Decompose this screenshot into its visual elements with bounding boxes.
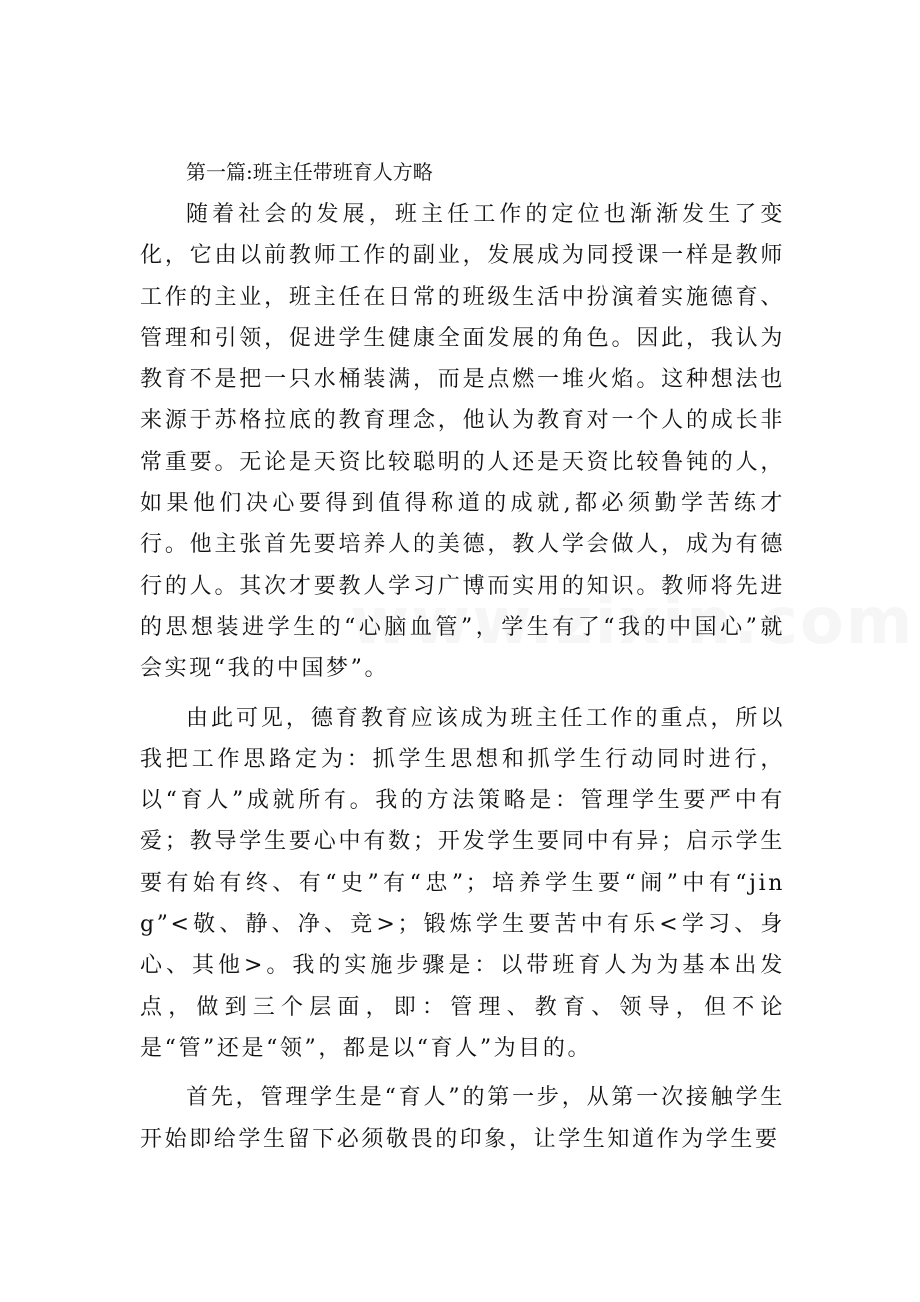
document-title: 第一篇:班主任带班育人方略 — [186, 160, 433, 184]
paragraph-1: 随着社会的发展，班主任工作的定位也渐渐发生了变化，它由以前教师工作的副业，发展成为同授课一样是教师工作的主业，班主任在日常的班级生活中扮演着实施德育、管理和引领，促进学生健康全面发展的角色。因此，我认为教育不是把一只水桶装满，而是点燃一堆火焰。这种想法也来源于苏格拉底的教育理念，他认为教育对一个人的成长非常重要。无论是天资比较聪明的人还是天资比较鲁钝的人，如果他们决心要得到值得称道的成就,都必须勤学苦练才行。他主张首先要培养人的美德，教人学会做人，成为有德行的人。其次才要教人学习广博而实用的知识。教师将先进的思想装进学生的“心脑血管”，学生有了“我的中国心”就会实现“我的中国梦”。 — [140, 202, 785, 682]
document-body — [140, 150, 785, 1168]
paragraph-3: 首先，管理学生是“育人”的第一步，从第一次接触学生开始即给学生留下必须敬畏的印象，让学生知道作为学生要 — [140, 1085, 785, 1152]
paragraph-2: 由此可见，德育教育应该成为班主任工作的重点，所以我把工作思路定为：抓学生思想和抓学生行动同时进行，以“育人”成就所有。我的方法策略是：管理学生要严中有爱；教导学生要心中有数；开发学生要同中有异；启示学生要有始有终、有“史”有“忠”；培养学生要“闹”中有“jing”<敬、静、净、竞>；锻炼学生要苦中有乐<学习、身心、其他>。我的实施步骤是：以带班育人为为基本出发点，做到三个层面，即：管理、教育、领导，但不论是“管”还是“领”，都是以“育人”为目的。 — [140, 705, 785, 1061]
